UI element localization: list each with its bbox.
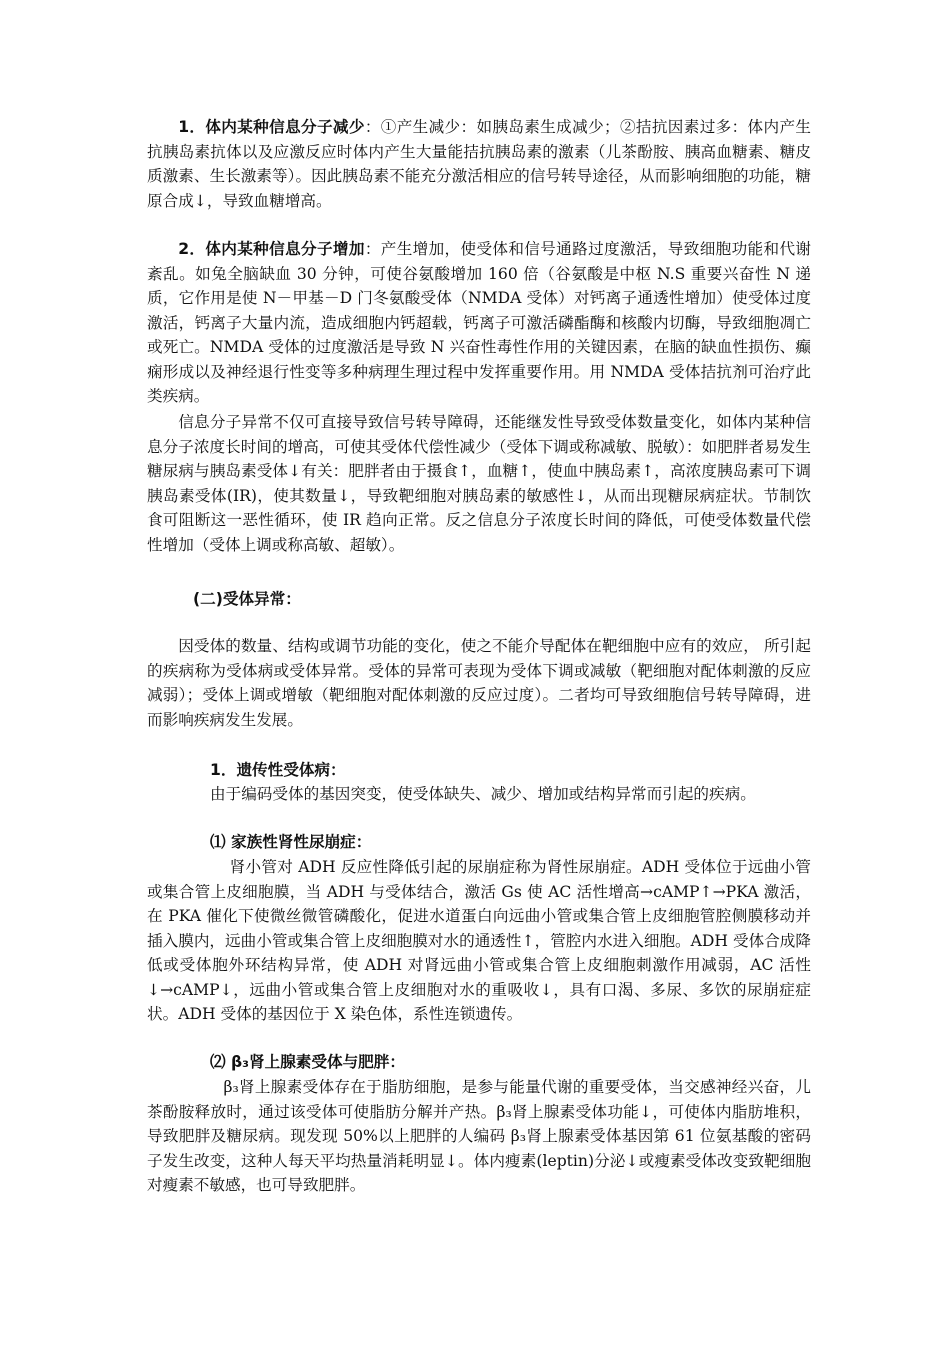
body-signal-molecule-increase: ：产生增加，使受体和信号通路过度激活，导致细胞功能和代谢紊乱。如兔全脑缺血 30 分钟，可使谷氨酸增加 160 倍（谷氨酸是中枢 N.S 重要兴奋性 N 递质，它作用是使 N－甲基－D 门冬氨酸受体（NMDA 受体）对钙离子通透性增加）使受体过度激活，钙离子大量内流，造成细胞内钙超载，钙离子可激活磷酯酶和核酸内切酶，导致细胞凋亡或死亡。NMDA 受体的过度激活是导致 N 兴奋性毒性作用的关键因素，在脑的缺血性损伤、癫痫形成以及神经退行性变等多种病理生理过程中发挥重要作用。用 NMDA 受体拮抗剂可治疗此类疾病。	[147, 240, 811, 405]
subheading-beta3-receptor-obesity: ⑵ β₃肾上腺素受体与肥胖：	[210, 1053, 405, 1071]
paragraph-nephrogenic-diabetes-insipidus	[147, 855, 811, 1027]
body-signal-molecule-decrease: ：①产生减少：如胰岛素生成减少；②拮抗因素过多：体内产生抗胰岛素抗体以及应激反应时体内产生大量能拮抗胰岛素的激素（儿茶酚胺、胰高血糖素、糖皮质激素、生长激素等）。因此胰岛素不能充分激活相应的信号转导途径，从而影响细胞的功能，糖原合成↓，导致血糖增高。	[147, 118, 811, 210]
body-receptor-compensation: 信息分子异常不仅可直接导致信号转导障碍，还能继发性导致受体数量变化，如体内某种信息分子浓度长时间的增高，可使其受体代偿性减少（受体下调或称减敏、脱敏）：如肥胖者易发生糖尿病与胰岛素受体↓有关：肥胖者由于摄食↑，血糖↑，使血中胰岛素↑，高浓度胰岛素可下调胰岛素受体(IR)，使其数量↓，导致靶细胞对胰岛素的敏感性↓，从而出现糖尿病症状。节制饮食可阻断这一恶性循环，使 IR 趋向正常。反之信息分子浓度长时间的降低，可使受体数量代偿性增加（受体上调或称高敏、超敏）。	[147, 413, 811, 554]
section-heading-receptor-abnormality: (二)受体异常：	[193, 590, 301, 608]
paragraph-signal-molecule-increase	[147, 237, 811, 409]
body-beta3-receptor-obesity: β₃肾上腺素受体存在于脂肪细胞，是参与能量代谢的重要受体，当交感神经兴奋，儿茶酚胺释放时，通过该受体可使脂肪分解并产热。β₃肾上腺素受体功能↓，可使体内脂肪堆积，导致肥胖及糖尿病。现发现 50%以上肥胖的人编码 β₃肾上腺素受体基因第 61 位氨基酸的密码子发生改变，这种人每天平均热量消耗明显↓。体内瘦素(leptin)分泌↓或瘦素受体改变致靶细胞对瘦素不敏感，也可导致肥胖。	[147, 1078, 811, 1194]
body-nephrogenic-diabetes-insipidus: 肾小管对 ADH 反应性降低引起的尿崩症称为肾性尿崩症。ADH 受体位于远曲小管或集合管上皮细胞膜，当 ADH 与受体结合，激活 Gs 使 AC 活性增高→cAMP↑→PKA 激活，在 PKA 催化下使微丝微管磷酸化，促进水道蛋白向远曲小管或集合管上皮细胞管腔侧膜移动并插入膜内，远曲小管或集合管上皮细胞膜对水的通透性↑，管腔内水进入细胞。ADH 受体合成降低或受体胞外环结构异常，使 ADH 对肾远曲小管或集合管上皮细胞刺激作用减弱，AC 活性↓→cAMP↓，远曲小管或集合管上皮细胞对水的重吸收↓，具有口渴、多尿、多饮的尿崩症症状。ADH 受体的基因位于 X 染色体，系性连锁遗传。	[147, 858, 811, 1023]
heading-signal-molecule-decrease: 1．体内某种信息分子减少	[178, 118, 365, 136]
subheading-nephrogenic-diabetes-insipidus: ⑴ 家族性肾性尿崩症：	[210, 833, 372, 851]
paragraph-signal-molecule-decrease	[147, 115, 811, 213]
body-hereditary-receptor-disease: 由于编码受体的基因突变，使受体缺失、减少、增加或结构异常而引起的疾病。	[210, 785, 756, 803]
paragraph-receptor-abnormality	[147, 634, 811, 732]
paragraph-beta3-receptor-obesity	[147, 1075, 811, 1198]
heading-signal-molecule-increase: 2．体内某种信息分子增加	[178, 240, 365, 258]
subheading-hereditary-receptor-disease: 1．遗传性受体病：	[210, 761, 346, 779]
body-receptor-abnormality: 因受体的数量、结构或调节功能的变化，使之不能介导配体在靶细胞中应有的效应， 所引起的疾病称为受体病或受体异常。受体的异常可表现为受体下调或减敏（靶细胞对配体刺激的反应减弱）；受体上调或增敏（靶细胞对配体刺激的反应过度）。二者均可导致细胞信号转导障碍，进而影响疾病发生发展。	[147, 637, 811, 729]
paragraph-receptor-compensation	[147, 410, 811, 557]
